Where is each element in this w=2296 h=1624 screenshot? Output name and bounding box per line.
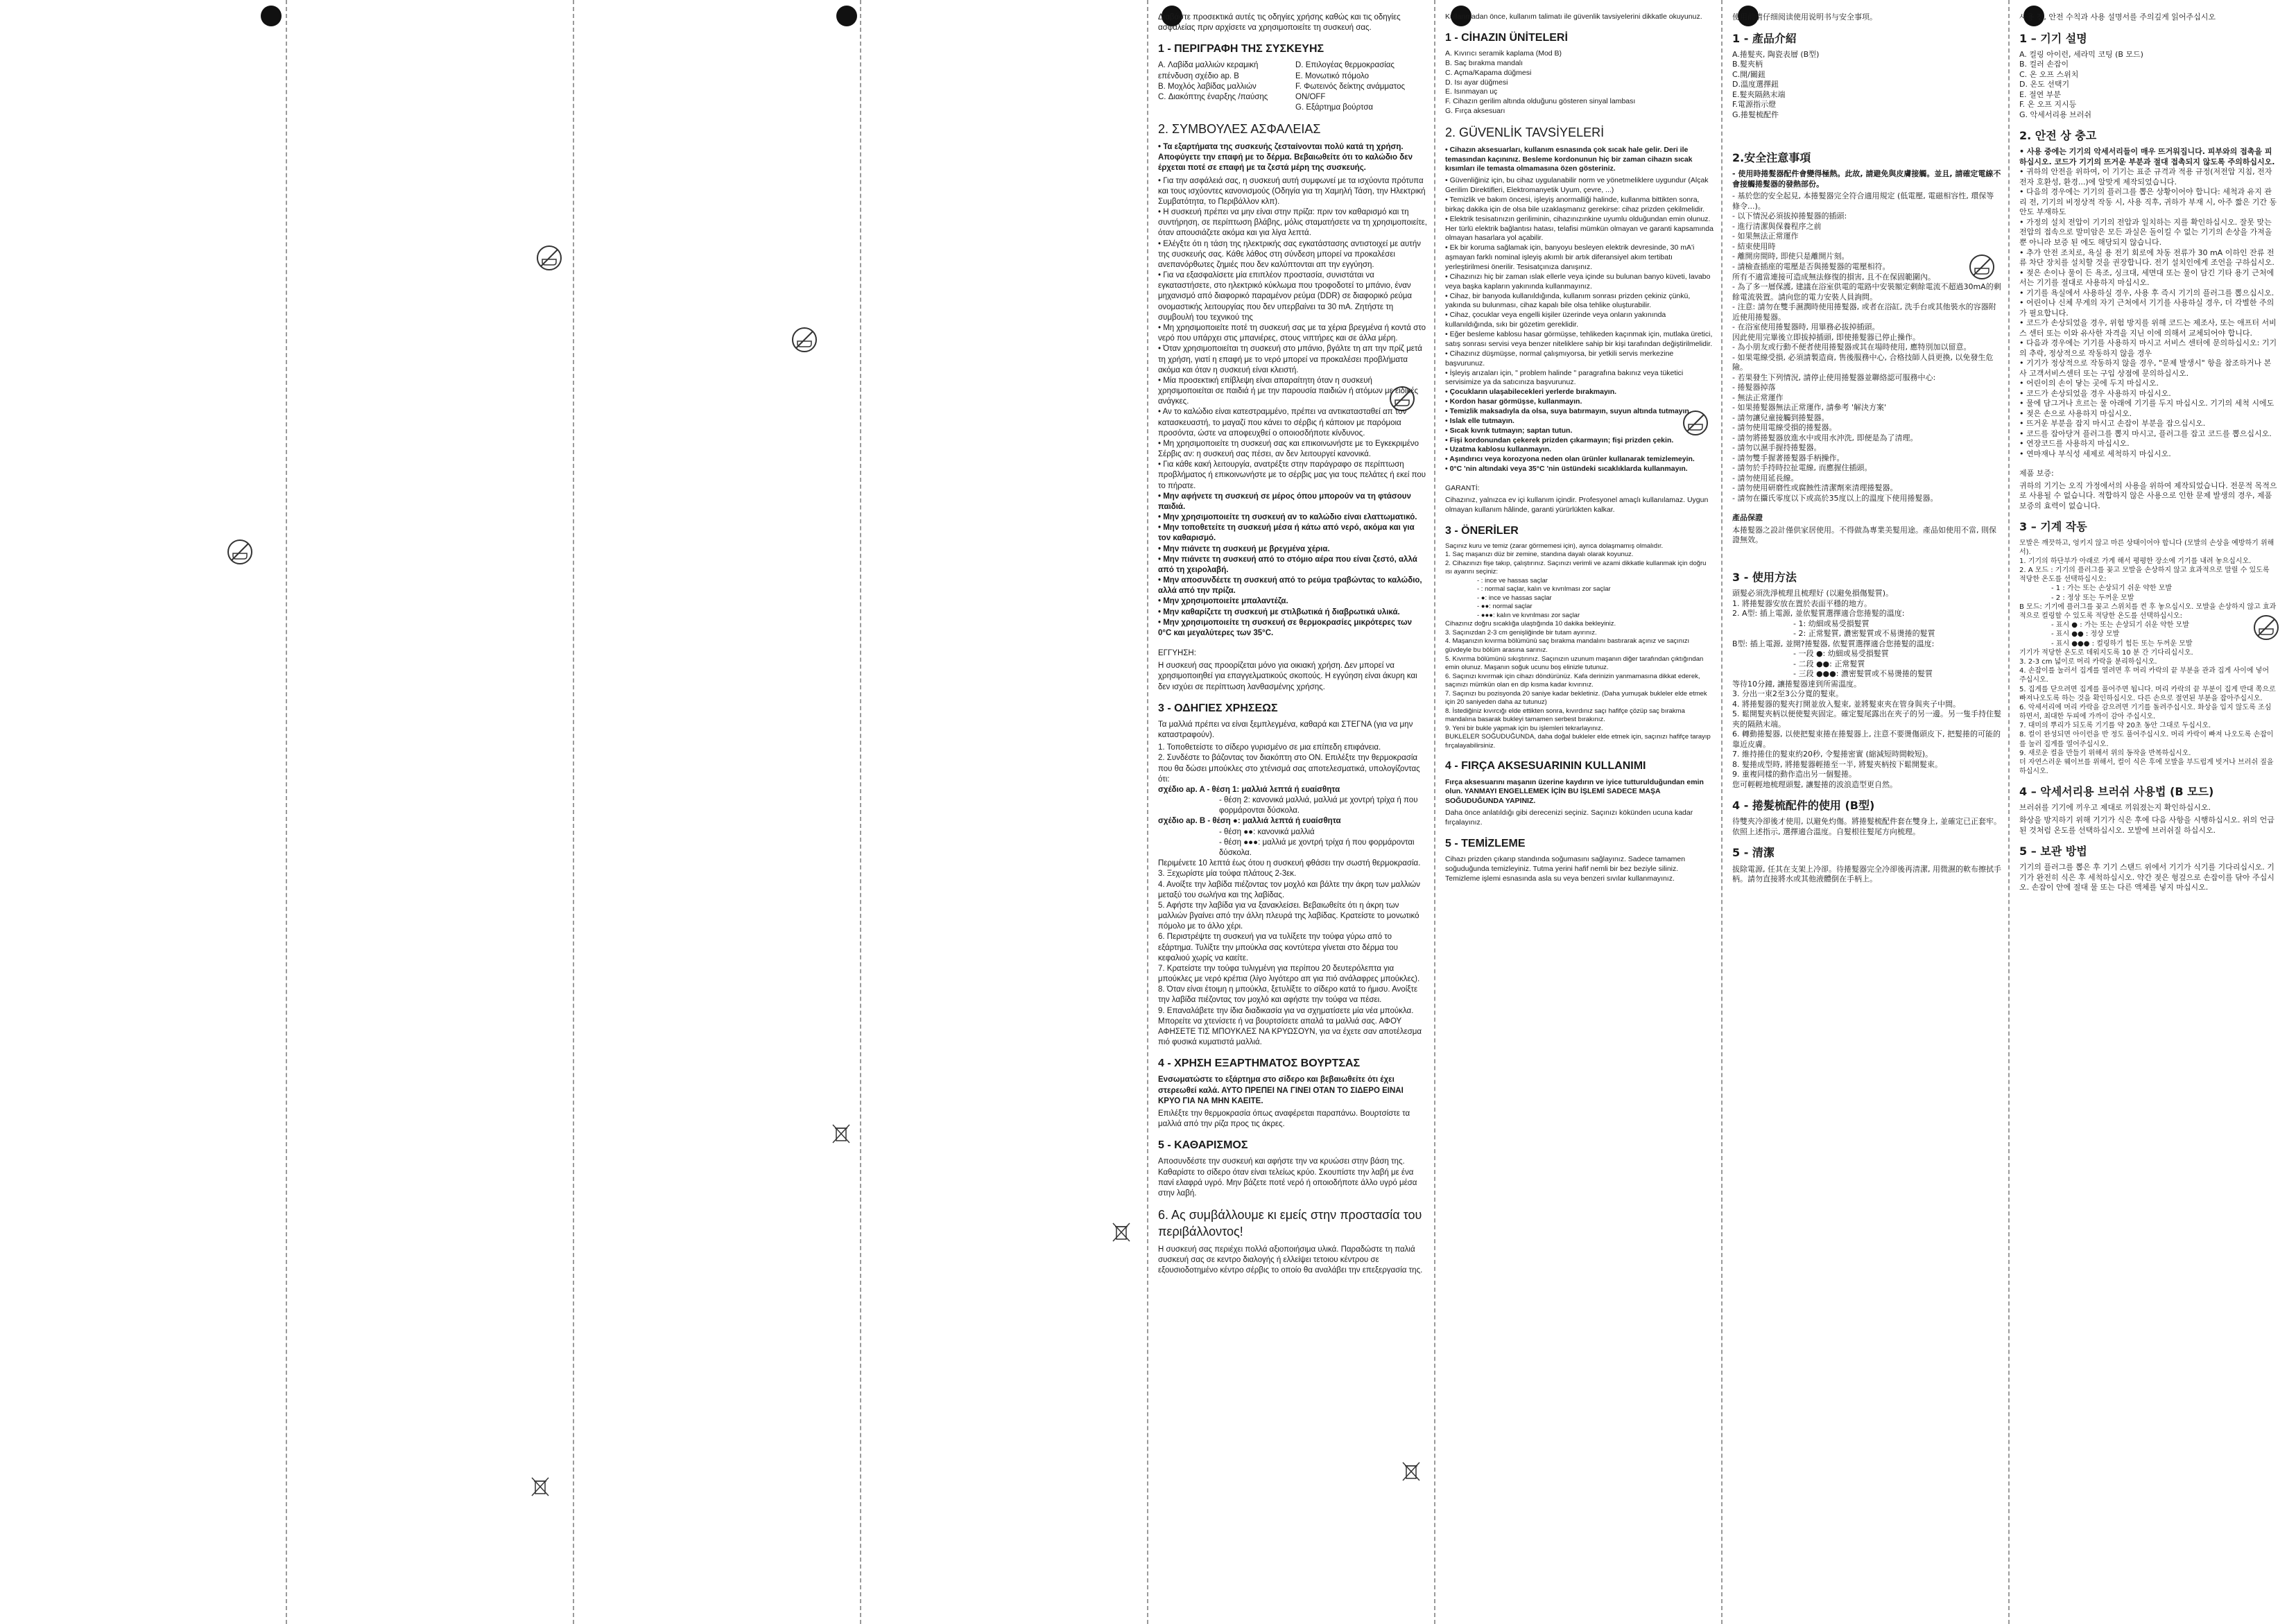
list-item: - 請勿雙手握著捲髮器手柄操作。: [1732, 453, 1845, 463]
list-item: - ●●●: kalın ve kıvrılması zor saçlar: [1477, 611, 1580, 619]
korean-warranty-text: 귀하의 기기는 오직 가정에서의 사용을 위하여 제작되었습니다. 전문적 목적으로 사용될 수 없습니다. 적합하지 않은 사용으로 인한 문제 발생의 경우, 제품 보증의 효력이 없습니다.: [2019, 481, 2277, 510]
no-bathtub-icon: [535, 244, 563, 272]
chinese-safety-list: [1732, 191, 2001, 503]
list-item: - 基於您的安全起見, 本捲髮器完全符合適用規定 (低電壓, 電磁相容性, 環保等條令...)。: [1732, 191, 1994, 211]
list-item: - 請勿使用延長線。: [1732, 473, 1799, 483]
list-item: Cihazınız doğru sıcaklığa ulaştığında 10 dakika bekleyiniz.: [1445, 620, 1616, 628]
list-item: E.髮夾隔熱末端: [1732, 89, 1786, 99]
greek-section-2-title: 2. ΣΥΜΒΟΥΛΕΣ ΑΣΦΑΛΕΙΑΣ: [1158, 122, 1321, 137]
list-item: 所有不適當連接可造成無法修復的損害, 且不在保固範圍內。: [1732, 272, 1935, 282]
list-item: 3. Ξεχωρίστε μία τούφα πλάτους 2-3εκ.: [1158, 870, 1297, 879]
chinese-cleaning-text: 拔除電源, 任其在支架上冷卻。待捲髮器完全冷卻後再清潔, 用微濕的軟布擦拭手柄。請勿直接將水或其他液體倒在手柄上。: [1732, 864, 2001, 884]
list-item: • Μην αφήνετε τη συσκευή σε μέρος όπου μπορούν να τη φτάσουν παιδιά.: [1158, 492, 1411, 511]
chinese-warranty-title: 產品保證: [1732, 513, 1763, 523]
list-item: • 코드를 잡아당겨 플러그를 뽑지 마시고, 플러그를 잡고 코드를 뽑으십시오.: [2019, 429, 2272, 438]
chinese-usage-list: [1732, 589, 2001, 790]
list-item: - 離開房間時, 即使只是離開片刻。: [1732, 252, 1849, 261]
list-item: • Aşındırıcı veya korozyona neden olan ürünler kullanarak temizlemeyin.: [1445, 455, 1695, 464]
list-item: G.捲髮梳配件: [1732, 110, 1779, 119]
list-item: 9. 새로운 컬을 만들기 위해서 위의 동작을 반복하십시오.: [2019, 749, 2191, 757]
greek-section-5-title: 5 - ΚΑΘΑΡΙΣΜΟΣ: [1158, 1139, 1248, 1152]
list-item: • 뜨거운 부분을 잡지 마시고 손잡이 부분을 잡으십시오.: [2019, 419, 2206, 429]
crossed-bin-icon: [1110, 1220, 1133, 1244]
korean-section-2-title: 2. 안전 상 충고: [2019, 129, 2097, 143]
list-item: Μπορείτε να χτενίσετε ή να βουρτσίσετε απαλά τα μαλλιά σας. ΑΦΟΥ ΑΦΗΣΕΤΕ ΤΙΣ ΜΠΟΥΚΛΕΣ ΝΑ ΚΡΥΩΣΟΥΝ, για να έχετε σαν αποτέλεσμα πιό φυσικά κυματιστά μαλλιά.: [1158, 1017, 1422, 1047]
list-item: E. Isınmayan uç: [1445, 87, 1498, 96]
fold-line-6: [1721, 0, 1723, 1624]
list-item: - 為小朋友或行動不便者使用捲髮器或其在場時使用, 應特別加以留意。: [1732, 343, 1971, 352]
list-item: - 如果電線受損, 必須請製造商, 售後服務中心, 合格技師人員更換, 以免發生危險。: [1732, 352, 1994, 372]
chinese-section-1-title: 1 - 產品介紹: [1732, 31, 1797, 45]
list-item: • 추가 안전 조치로, 욕실 용 전기 회로에 차동 전류가 30 mA 이하인 잔류 전류 차단 장치를 설치할 것을 권장합니다. 전기 설치인에게 조언을 구하십시오.: [2019, 248, 2275, 268]
list-item: 6. Saçınızı kıvırmak için cihazı döndürünüz. Kafa derinizin yanmamasına dikkat ederek, saçınızı mümkün olan en dip kısma kadar kıvırınız.: [1445, 672, 1700, 689]
list-item: • Μην χρησιμοποιείτε τη συσκευή σε θερμοκρασίες μικρότερες των 0°C και μεγαλύτερες των 35°C.: [1158, 618, 1413, 637]
fold-line-4: [1147, 0, 1148, 1624]
list-item: - 如果無法正常運作: [1732, 232, 1799, 241]
korean-storage-text: 기기의 플러그를 뽑은 후 기기 스탠드 위에서 기기가 식기를 기다리십시오. 기기가 완전히 식은 후 세척하십시오. 약간 젖은 헝겊으로 손잡이를 닦아 주십시오. 손잡이 안에 절대 물 또는 다른 액체를 넣지 마십시오.: [2019, 863, 2275, 892]
list-item: • Islak elle tutmayın.: [1445, 416, 1514, 425]
list-item: B 모드: 기기에 플러그를 꽂고 스위치를 켠 후 놓으십시오. 모발을 손상하지 않고 효과적으로 컬링할 수 있도록 적당한 온도를 선택하십시오:: [2019, 603, 2277, 620]
list-item: - 請勿於手持時拉扯電線, 而應握住插頭。: [1732, 463, 1872, 473]
list-item: • 코드가 손상되었을 경우 사용하지 마십시오.: [2019, 388, 2171, 398]
list-item: 2. Συνδέστε το βάζοντας τον διακόπτη στο ON. Επιλέξτε την θερμοκρασία που θα δώσει μπούκλες στο χτένισμά σας αποτελεσματικά, υπολογίζοντας ότι:: [1158, 754, 1420, 784]
list-item: • Μη χρησιμοποιείτε τη συσκευή σας και επικοινωνήστε με το Εγκεκριμένο Σέρβις αν: η συσκευή σας πέσει, αν δεν λειτουργεί κανονικά.: [1158, 439, 1419, 459]
list-item: 8. 컬이 완성되면 아이런을 반 정도 풀어주십시오. 머리 카락이 빠져 나오도록 손잡이를 눌러 집게를 열어주십시오.: [2019, 731, 2274, 748]
list-item: 6. Περιστρέψτε τη συσκευή για να τυλίξετε την τούφα γύρω από το εξάρτημα. Τυλίξτε την μπούκλα σας κοντύτερα γίνεται στο δέρμα του κεφαλιού χωρίς να καείτε.: [1158, 933, 1398, 962]
list-item: - θέση 2: κανονικά μαλλιά, μαλλιά με χοντρή τρίχα ή που φορμάρονται δύσκολα.: [1219, 796, 1418, 815]
list-item: 8. İstediğiniz kıvırcığı elde ettikten sonra, kıvırdınız saçı hafifçe çözüp saç bırakma mandalına basarak bukleyi tamamen serbest bırakınız.: [1445, 707, 1685, 724]
greek-section-3-title: 3 - ΟΔΗΓΙΕΣ ΧΡΗΣΕΩΣ: [1158, 702, 1278, 714]
turkish-warranty-title: GARANTİ:: [1445, 483, 1480, 492]
list-item: • Μην χρησιμοποιείτε μπαλαντέζα.: [1158, 597, 1288, 606]
turkish-warranty-text: Cihazınız, yalnızca ev içi kullanım içindir. Profesyonel amaçlı kullanılamaz. Uygun olmayan kullanım hâlinde, garanti yürürlükten kalkar.: [1445, 495, 1709, 514]
korean-panel: [2019, 12, 2277, 1607]
turkish-cleaning-text: Cihazı prizden çıkarıp standında soğumasını sağlayınız. Sadece tamamen soğuduğunda temizleyiniz. Tutma yerini hafif nemli bir bez beziyle siliniz. Temizleme işlemi esnasında asla su veya benzeri sıvılar kullanmayınız.: [1445, 854, 1686, 883]
greek-part-item: E. Μονωτικό πόμολο: [1295, 71, 1370, 80]
list-item: - θέση ●●●: μαλλιά με χοντρή τρίχα ή που φορμάρονται δύσκολα.: [1219, 838, 1415, 857]
list-item: • Μην χρησιμοποιείτε τη συσκευή αν το καλώδιο είναι ελαττωματικό.: [1158, 513, 1417, 522]
list-item: • 연장코드를 사용하지 마십시오.: [2019, 439, 2130, 449]
list-item: • 가정의 설치 전압이 기기의 전압과 일치하는 지를 확인하십시오. 잘못 맞는 전압의 접속으로 말미암은 모든 과실은 돌이킬 수 없는 기기의 손상을 가져올 뿐 아니라 보증 된 에도 해당되지 않습니다.: [2019, 217, 2272, 247]
list-item: D. 온도 선택기: [2019, 80, 2070, 89]
list-item: - 進行清潔與保養程序之前: [1732, 221, 1822, 231]
list-item: 因此使用完畢後立即拔掉插頭, 即使捲髮器已停止操作。: [1732, 332, 1920, 342]
korean-brush-text-1: 브러쉬를 기기에 끼우고 제대로 끼워졌는지 확인하십시오.: [2019, 803, 2211, 813]
list-item: • Sıcak kıvrık tutmayın; saptan tutun.: [1445, 426, 1573, 435]
list-item: • Cihazınızı hiç bir zaman ıslak ellerle veya içinde su bulunan banyo küveti, lavabo veya başka kapların yakınında kullanmayınız.: [1445, 272, 1711, 291]
list-item: - 為了多一層保護, 建議在浴室供電的電路中安裝額定剩餘電流不超過30mA的剩餘電流裝置。請向您的電力安裝人員詢問。: [1732, 282, 2001, 302]
list-item: • Μη χρησιμοποιείτε ποτέ τη συσκευή σας με τα χέρια βρεγμένα ή κοντά στο νερό που υπάρχει στις μπανιέρες, στους νιπτήρες και σε άλλα μέρη.: [1158, 323, 1426, 343]
chinese-section-2-title: 2.安全注意事項: [1732, 151, 1811, 165]
list-item: - 2 : 정상 또는 두꺼운 모발: [2051, 594, 2134, 602]
turkish-brush-text: Daha önce anlatıldığı gibi derecenizi seçiniz. Saçınızı kökünden ucuna kadar fırçalayınız.: [1445, 809, 1693, 827]
list-item: 4. 將捲髮器的髮夾打開並放入髮束, 並將髮束夾在管身與夾子中間。: [1732, 699, 1960, 709]
chinese-panel: [1732, 12, 2001, 1607]
korean-intro: 사용 전, 안전 수칙과 사용 설명서를 주의깊게 읽어주십시오: [2019, 12, 2216, 21]
list-item: 7. 維持捲住的髮束約20秒, 令髮捲密實 (縮減短時間較短)。: [1732, 750, 1933, 759]
greek-panel: [1158, 12, 1427, 1607]
greek-brush-text: Επιλέξτε την θερμοκρασία όπως αναφέρεται παραπάνω. Βουρτσίστε τα μαλλιά από την ρίζα προς τις άκρες.: [1158, 1109, 1410, 1129]
korean-parts-list: [2019, 50, 2277, 121]
list-item: • 0°C 'nin altındaki veya 35°C 'nin üstündeki sıcaklıklarda kullanmayın.: [1445, 465, 1688, 474]
list-item: • Cihazınız düşmüşse, normal çalışmıyorsa, bir yetkili servis merkezine başvurunuz.: [1445, 349, 1674, 368]
list-item: 3. 分出一束2至3公分寬的髮束。: [1732, 689, 1843, 699]
list-item: • Μην τοποθετείτε τη συσκευή μέσα ή κάτω από νερό, ακόμα και για τον καθαρισμό.: [1158, 524, 1415, 543]
list-item: • 기기가 정상적으로 작동하지 않을 경우, "문제 발생시" 항을 참조하거나 본사 고객서비스센터 또는 구입 상점에 문의하십시오.: [2019, 359, 2272, 378]
list-item: D.溫度選擇鈕: [1732, 80, 1779, 89]
greek-safety-warning: • Τα εξαρτήματα της συσκευής ζεσταίνονται πολύ κατά τη χρήση. Αποφύγετε την επαφή με το δέρμα. Βεβαιωθείτε ότι το καλώδιο δεν έρχεται ποτέ σε επαφή με τα ζεστά μέρη της συσκευής.: [1158, 143, 1413, 173]
list-item: • Μην πιάνετε τη συσκευή από το στόμιο αέρα που είναι ζεστό, αλλά από τη χειρολαβή.: [1158, 555, 1417, 574]
greek-usage-list: [1158, 743, 1427, 1048]
list-item: • İşleyiş arızaları için, " problem halinde " paragrafına bakınız veya tüketici servisimize ya da satıcınıza başvurunuz.: [1445, 368, 1684, 387]
greek-part-item: B. Μοχλός λαβίδας μαλλιών: [1158, 82, 1257, 91]
list-item: 2. Cihazınızı fişe takıp, çalıştırınız. Saçınızı verimli ve azami dikkatle kullanmak için doğru ısı ayarını seçiniz:: [1445, 559, 1707, 576]
list-item: 頭髮必須洗淨梳理且梳理好 (以避免損傷髮質)。: [1732, 589, 1894, 598]
list-item: • Çocukların ulaşabilecekleri yerlerde bırakmayın.: [1445, 388, 1617, 397]
registration-dot: [261, 6, 282, 26]
list-item: B.髮夾柄: [1732, 60, 1763, 69]
list-item: F.電源指示燈: [1732, 100, 1777, 110]
turkish-safety-warning: • Cihazın aksesuarları, kullanım esnasında çok sıcak hale gelir. Deri ile temasından kaçınınız. Besleme kordonunun hiç bir zaman cihazın sıcak kısımları ile temasta olmamasına özen gösteriniz.: [1445, 145, 1693, 173]
greek-warranty-title: ΕΓΓΥΗΣΗ:: [1158, 649, 1196, 658]
list-item: 기기가 적당한 온도로 데워지도록 10 분 간 기다리십시오.: [2019, 648, 2193, 657]
list-item: G. 악세서리용 브러쉬: [2019, 110, 2092, 119]
chinese-section-3-title: 3 - 使用方法: [1732, 570, 1797, 584]
list-item: • Uzatma kablosu kullanmayın.: [1445, 445, 1552, 454]
list-item: 3. Saçınızdan 2-3 cm genişliğinde bir tutam ayırınız.: [1445, 628, 1597, 637]
list-item: • Όταν χρησιμοποιείται τη συσκευή στο μπάνιο, βγάλτε τη απ την πρίζ μετά τη χρήση, γιατί η επαφή με το νερό μπορεί να προκαλέσει προβλήματα ακόμα και όταν η συσκευή είναι κλειστή.: [1158, 345, 1422, 374]
greek-safety-list: [1158, 176, 1427, 639]
list-item: - 請勿使用研磨性或腐蝕性清潔劑來清理捲髮器。: [1732, 483, 1898, 493]
greek-part-item: G. Εξάρτημα βούρτσα: [1295, 103, 1374, 112]
list-item: E. 절연 부분: [2019, 89, 2061, 99]
list-item: 8. Όταν είναι έτοιμη η μπούκλα, ξετυλίξτε το σίδερο κατά το ήμισυ. Ανοίξτε την λαβίδα πιέζοντας τον μοχλό και αφήστε την τούφα να πέσει.: [1158, 985, 1418, 1005]
list-item: - ●: ince ve hassas saçlar: [1477, 594, 1552, 602]
turkish-panel: [1445, 12, 1714, 1607]
korean-section-3-title: 3 – 기계 작동: [2019, 520, 2087, 534]
list-item: - 표시 ● : 가는 또는 손상되기 쉬운 약한 모발: [2051, 621, 2189, 630]
turkish-section-4-title: 4 - FIRÇA AKSESUARININ KULLANIMI: [1445, 760, 1646, 772]
list-item: 5. Kıvırma bölümünü sıkıştırınız. Saçınızın uzunum maşanın diğer tarafından çıktığından emin olunuz. Maşanın soğuk ucunu boş elinizle tutunuz.: [1445, 655, 1704, 672]
list-item: 6. 轉動捲髮器, 以使把髮束捲在捲髮器上, 注意不要燙傷頭皮下, 把髮捲的可能的靠近皮膚。: [1732, 729, 2001, 749]
list-item: • Μην καθαρίζετε τη συσκευή με στιλβωτικά ή διαβρωτικά υλικά.: [1158, 607, 1400, 616]
list-item: - 請勿將捲髮器放進水中或用水沖洗, 即便是為了清理。: [1732, 433, 1918, 442]
list-item: B型: 插上電源, 並開?捲髮器, 依髮質選擇適合您捲髮的溫度:: [1732, 639, 1935, 648]
list-item: G. Fırça aksesuarı: [1445, 107, 1505, 116]
chinese-intro: 使用前请仔细阅读使用说明书与安全事项。: [1732, 12, 1877, 21]
list-item: - 無法正常運作: [1732, 392, 1784, 402]
list-item: 4. Maşanızın kıvırma bölümünü saç bırakma mandalını bastırarak açınız ve saçınızı güvdeyle bu bölüm arasına sarınız.: [1445, 637, 1690, 655]
list-item: • Ελέγξτε ότι η τάση της ηλεκτρικής σας εγκατάστασης αντιστοιχεί με αυτήν της συσκευής σας. Κάθε λάθος στη σύνδεση μπορεί να προκαλέσει ανεπανόρθωτες ζημιές που δεν καλύπτονται απ την εγγύηση.: [1158, 239, 1422, 269]
list-item: • Μία προσεκτική επίβλεψη είναι απαραίτητη όταν η συσκευή χρησιμοποιείται σε παιδιά ή με την παρουσία παιδιών ή ατόμων με ειδικές ανάγκες.: [1158, 376, 1419, 406]
list-item: - 如果捲髮器無法正常運作, 請參考 '解決方案': [1732, 403, 1887, 413]
list-item: BUKLELER SOĞUDUĞUNDA, daha doğal bukleler elde etmek için, saçınızı hafifçe tarayıp fırçalayabilirsiniz.: [1445, 733, 1711, 750]
list-item: 7. Saçınızı bu pozisyonda 20 saniye kadar bekletiniz. (Daha yumuşak bukleler elde etmek için 20 saniyeden daha az tutunuz): [1445, 689, 1707, 707]
list-item: • 젖은 손으로 사용하지 마십시오.: [2019, 408, 2132, 418]
greek-part-item: F. Φωτεινός δείκτης ανάμματος ON/OFF: [1295, 82, 1406, 101]
list-item: - 一段 ●: 幼細或易受損髮質: [1793, 649, 1889, 659]
greek-part-item: C. Διακόπτης έναρξης /παύσης: [1158, 92, 1268, 101]
greek-part-item: A. Λαβίδα μαλλιών κεραμική επένδυση σχέδιο ap. B: [1158, 61, 1259, 80]
greek-section-6-title: 6. Ας συμβάλλουμε κι εμείς στην προστασία του περιβάλλοντος!: [1158, 1208, 1422, 1238]
list-item: 2. A型: 插上電源, 並依髮質選擇適合您捲髮的溫度:: [1732, 609, 1905, 619]
greek-section-1-title: 1 - ΠΕΡΙΓΡΑΦΗ ΤΗΣ ΣΥΣΚΕΥΗΣ: [1158, 43, 1324, 55]
list-item: 7. 대미의 뿌리가 되도록 기기를 약 20초 동안 그대로 두십시오.: [2019, 722, 2211, 730]
list-item: • 연마재나 부식성 세제로 세척하지 마십시오.: [2019, 449, 2171, 458]
list-item: - 請檢查插座的電壓是否與捲髮器的電壓相符。: [1732, 261, 1890, 271]
list-item: - 請勿以濕手握持捲髮器。: [1732, 443, 1822, 453]
crossed-bin-icon: [528, 1475, 552, 1498]
chinese-brush-text: 待雙夾冷卻後才使用, 以避免灼傷。將捲髮梳配件套在雙身上, 並確定已正套牢。依照上述指示, 選擇適合溫度。自髮根往髮尾方向梳理。: [1732, 817, 2001, 836]
crossed-bin-icon: [829, 1122, 853, 1146]
no-bathtub-icon: [791, 326, 818, 354]
korean-brush-text-2: 화상을 방지하기 위해 기기가 식은 후에 다음 사항을 시행하십시오. 위의 언급된 것처럼 온도를 선택하십시오. 모발에 브러쉬질 하십시오.: [2019, 815, 2275, 835]
fold-line-2: [573, 0, 574, 1624]
greek-part-item: D. Επιλογέας θερμοκρασίας: [1295, 61, 1395, 70]
list-item: • Güvenliğiniz için, bu cihaz uygulanabilir norm ve yönetmeliklere uygundur (Alçak Gerilim Direktifleri, Elektromanyetik Uyum, çevre, ...): [1445, 176, 1709, 195]
list-item: • 다음의 경우에는 기기의 플러그를 뽑은 상황이어야 합니다: 세척과 유지 관리 전, 기기의 비정상적 작동 시, 사용 직후, 귀하가 부재 시, 아주 짧은 기간 동안도 부재하도: [2019, 187, 2277, 217]
list-item: D. Isı ayar düğmesi: [1445, 78, 1508, 87]
list-item: Περιμένετε 10 λεπτά έως ότου η συσκευή φθάσει την σωστή θερμοκρασία.: [1158, 859, 1421, 868]
chinese-parts-list: [1732, 50, 2001, 121]
list-item: • Temizlik maksadıyla da olsa, suya batırmayın, suyun altında tutmayın.: [1445, 406, 1691, 415]
list-item: - 以下情況必須拔掉捲髮器的插頭:: [1732, 211, 1847, 221]
korean-section-4-title: 4 – 악세서리용 브러쉬 사용법 (B 모드): [2019, 785, 2214, 799]
greek-brush-warning: Ενσωματώστε το εξάρτημα στο σίδερο και βεβαιωθείτε ότι έχει στερεωθεί καλά. ΑΥΤΟ ΠΡΕΠΕΙ ΝΑ ΓΙΝΕΙ ΟΤΑΝ ΤΟ ΣΙΔΕΡΟ ΕΙΝΑΙ ΚΡΥΟ ΓΙΑ ΝΑ ΜΗΝ ΚΑΕΙΤΕ.: [1158, 1076, 1404, 1105]
list-item: 모발은 깨끗하고, 엉키지 않고 마른 상태이어야 합니다 (모발의 손상을 예방하기 위해서).: [2019, 539, 2275, 556]
turkish-safety-list: [1445, 176, 1714, 474]
korean-section-1-title: 1 – 기기 설명: [2019, 31, 2087, 45]
chinese-section-5-title: 5 - 清潔: [1732, 846, 1775, 860]
list-item: 1. Saç maşanızı düz bir zemine, standına dayalı olarak koyunuz.: [1445, 551, 1634, 559]
turkish-usage-list: [1445, 542, 1714, 751]
list-item: - 二段 ●●: 正常髮質: [1793, 659, 1865, 668]
fold-line-3: [860, 0, 861, 1624]
list-item: B. 컬러 손잡이: [2019, 60, 2069, 69]
list-item: 5. Αφήστε την λαβίδα για να ξανακλείσει. Βεβαιωθείτε ότι η άκρη των μαλλιών βγαίνει από την άλλη πλευρά της λαβίδας. Κρατείστε το μονωτικό πόμολο με το άλλο χέρι.: [1158, 901, 1419, 931]
no-bathtub-icon: [226, 538, 254, 566]
list-item: - 표시 ●●● : 컬링하기 힘든 또는 두꺼운 모발: [2051, 639, 2193, 648]
list-item: - 結束使用時: [1732, 241, 1776, 251]
list-item: 9. 重複同樣的動作造出另一個髮捲。: [1732, 770, 1856, 779]
fold-line-5: [1434, 0, 1435, 1624]
greek-usage-intro: Τα μαλλιά πρέπει να είναι ξεμπλεγμένα, καθαρά και ΣΤΕΓΝΑ (για να μην καταστραφούν).: [1158, 720, 1413, 740]
list-item: σχέδιο ap. B - θέση ●: μαλλιά λεπτά ή ευαίσθητα: [1158, 817, 1341, 826]
list-item: - 2: 正常髮質, 濃密髮質或不易燙捲的髮質: [1793, 629, 1935, 639]
list-item: • Ek bir koruma sağlamak için, banyoyu besleyen elektrik devresinde, 30 mA'i aşmayan farklı nominal işleyiş akımlı bir artık diferansiyel akım tertibatı yerleştirilmesi önerilir. Tesisatçınıza danışınız.: [1445, 243, 1695, 272]
turkish-section-5-title: 5 - TEMİZLEME: [1445, 837, 1526, 849]
list-item: C. Açma/Kapama düğmesi: [1445, 68, 1532, 77]
greek-environment-text: Η συσκευή σας περιέχει πολλά αξιοποιήσιμα υλικά. Παραδώστε τη παλιά συσκευή σας σε κεντρο διαλογής ή ελλείψει τετοιου κέντρου σε εξουσιοδοτημένο κέντρο σέρβις το οποίο θα αναλάβει την επεξεργασία της.: [1158, 1245, 1423, 1275]
list-item: • Για κάθε κακή λειτουργία, ανατρέξτε στην παράγραφο σε περίπτωση προβλήματος ή επικοινωνήστε με το σέρβις μας για τους πελάτες ή εκεί που το πήρατε.: [1158, 460, 1426, 490]
list-item: - : ince ve hassas saçlar: [1477, 576, 1548, 585]
list-item: - : normal saçlar, kalın ve kıvrılması zor saçlar: [1477, 585, 1611, 594]
list-item: - 請勿在攝氏零度以下或高於35度以上的溫度下使用捲髮器。: [1732, 493, 1938, 503]
turkish-intro: Kullanmadan önce, kullanım talimatı ile güvenlik tavsiyelerini dikkatle okuyunuz.: [1445, 12, 1702, 21]
list-item: • Temizlik ve bakım öncesi, işleyiş anormalliği halinde, kullanma bittikten sonra, birkaç dakika için de olsa bile uzaklaşmanız gerekirse: cihaz prizden çekilmelidir.: [1445, 196, 1705, 214]
registration-dot: [836, 6, 857, 26]
list-item: - 표시 ●● : 정상 모발: [2051, 630, 2120, 639]
turkish-section-2-title: 2. GÜVENLİK TAVSİYELERİ: [1445, 125, 1605, 139]
list-item: 4. 손잡이를 눌러서 집게를 열려면 후 머리 카락의 끝 부분을 관과 집게 사이에 넣어 주십시오.: [2019, 667, 2269, 684]
list-item: • Cihaz, bir banyoda kullanıldığında, kullanım sonrası prizden çekiniz çünkü, yakında su bulunması, cihaz kapalı bile olsa tehlike oluşturabilir.: [1445, 291, 1691, 310]
list-item: • 다음과 경우에는 기기를 사용하지 마시고 서비스 센터에 문의하십시오: 기기의 추락, 정상적으로 작동하지 않을 경우: [2019, 338, 2277, 358]
list-item: 더 자연스러운 웨이브를 위해서, 컬이 식은 후에 모발을 부드럽게 빗거나 브러쉬 질을 하십시오.: [2019, 759, 2274, 776]
chinese-warranty-text: 本捲髮器之設計僅供家居使用。不得做為專業美髮用途。產品如使用不當, 則保證無效。: [1732, 525, 1996, 545]
list-item: B. Saç bırakma mandalı: [1445, 58, 1524, 67]
chinese-safety-warning: - 使用時捲髮器配件會變得極熱。此故, 請避免與皮膚接觸。並且, 請確定電線不會接觸捲髮器的發熱部份。: [1732, 169, 2001, 189]
korean-section-5-title: 5 – 보관 방법: [2019, 845, 2087, 858]
list-item: • Για να εξασφαλίσετε μία επιπλέον προστασία, συνιστάται να εγκαταστήσετε, στο ηλεκτρικό κύκλωμα που τροφοδοτεί το μπάνιο, έναν μηχανισμό από διαφορικό παραμένον ρεύμα (DDR) σε διαφορικό ρεύμα ονομαστικής λειτουργίας που δεν υπερβαίνει τα 30 mA. Ζητήστε τη συμβουλή του τεχνικού της: [1158, 271, 1413, 322]
list-item: 5. 鬆開髮夾柄以便使髮夾固定。確定髮尾露出在夾子的另一邊。另一隻手持住髮夾的隔熱末端。: [1732, 709, 2001, 729]
list-item: - 請勿使用電線受損的捲髮器。: [1732, 423, 1837, 433]
list-item: • 사용 중에는 기기의 악세서리들이 매우 뜨거워집니다. 피부와의 접촉을 피하십시오. 코드가 기기의 뜨거운 부분과 절대 접촉되지 않도록 주의하십시오.: [2019, 147, 2275, 166]
list-item: - 1: 幼細或易受損髮質: [1793, 619, 1870, 628]
list-item: • Μην πιάνετε τη συσκευή με βρεγμένα χέρια.: [1158, 544, 1330, 553]
list-item: - 三段 ●●●: 濃密髮質或不易燙捲的髮質: [1793, 669, 1933, 679]
list-item: 3. 2-3 cm 넓이로 머리 카락을 분리하십시오.: [2019, 657, 2157, 666]
list-item: • 귀하의 안전을 위하여, 이 기기는 표준 규격과 적용 규정(저전압 지침, 전자 전자 호환성, 환경...)에 알맞게 제작되었습니다.: [2019, 167, 2272, 187]
list-item: - 若果發生下列情況, 請停止使用捲髮器並聯絡認可服務中心:: [1732, 372, 1936, 382]
list-item: • 물에 담그거나 흐르는 물 아래에 기기를 두지 마십시오. 기기의 세척 시에도: [2019, 399, 2275, 408]
turkish-parts-list: [1445, 49, 1714, 116]
greek-warranty-text: Η συσκευή σας προορίζεται μόνο για οικιακή χρήση. Δεν μπορεί να χρησιμοποιηθεί για επαγγελματικούς σκοπούς. Η εγγύηση είναι άκυρη και δεν ισχύει σε περίπτωση λανθασμένης χρήσης.: [1158, 662, 1417, 691]
greek-intro: Διαβάστε προσεκτικά αυτές τις οδηγίες χρήσης καθώς και τις οδηγίες ασφαλείας πριν αρχίσετε να χρησιμοποιείτε τη συσκευή σας.: [1158, 13, 1401, 33]
list-item: • Fişi kordonundan çekerek prizden çıkarmayın; fişi prizden çekin.: [1445, 435, 1674, 444]
list-item: A.捲髮夾, 陶瓷表層 (B型): [1732, 49, 1820, 59]
list-item: • Μην αποσυνδέετε τη συσκευή από το ρεύμα τραβώντας το καλώδιο, αλλά από την πρίζα.: [1158, 576, 1422, 596]
list-item: - θέση ●●: κανονικά μαλλιά: [1219, 827, 1315, 836]
fold-line-7: [2008, 0, 2010, 1624]
turkish-section-1-title: 1 - CİHAZIN ÜNİTELERİ: [1445, 31, 1568, 44]
list-item: • Eğer besleme kablosu hasar görmüşse, tehlikeden kaçınmak için, mutlaka üretici, satış sonrası servisi veya benzer niteliklere sahip bir kişi tarafından değiştirilmelidir.: [1445, 330, 1713, 348]
list-item: 5. 집게를 닫으려면 집게를 풀어주면 됩니다. 머리 카락의 끝 부분이 집게 반대 쪽으로 빠져나오도록 하는 것을 확인하십시오. 다른 손으로 절연된 부분을 잡아주십시오.: [2019, 685, 2276, 702]
list-item: 7. Κρατείστε την τούφα τυλιγμένη για περίπου 20 δευτερόλεπτα για μπούκλες με νερό κρέπια (λίγο λιγότερο απ για πιό ανάλαφρες μπούκλες).: [1158, 964, 1420, 984]
turkish-brush-warning: Fırça aksesuarını maşanın üzerine kaydırın ve iyice tutturulduğundan emin olun. YANMAYI ENGELLEMEK İÇİN BU İŞLEMİ SADECE MAŞA SOĞUDUĞUNDA YAPINIZ.: [1445, 777, 1704, 806]
list-item: • 코드가 손상되었을 경우, 위험 방지를 위해 코드는 제조사, 또는 애프터 서비스 센터 또는 이와 유사한 자격을 지닌 이에 의해서 교체되어야 합니다.: [2019, 318, 2277, 338]
list-item: Saçınız kuru ve temiz (zarar görmemesi için), ayrıca dolaşmamış olmalıdır.: [1445, 542, 1664, 550]
list-item: C. 온 오프 스위치: [2019, 69, 2079, 79]
list-item: C.開/關鈕: [1732, 69, 1766, 79]
list-item: • Cihaz, çocuklar veya engelli kişiler üzerinde veya onların yakınında kullanıldığında, sıkı bir gözetim gereklidir.: [1445, 311, 1666, 329]
korean-usage-list: [2019, 539, 2277, 777]
list-item: • 어린이나 신체 무게의 자기 근처에서 기기를 사용하실 경우, 더 각별한 주의가 필요합니다.: [2019, 298, 2275, 318]
greek-section-4-title: 4 - ΧΡΗΣΗ ΕΞΑΡΤΗΜΑΤΟΣ ΒΟΥΡΤΣΑΣ: [1158, 1057, 1361, 1070]
list-item: - 捲髮器掉落: [1732, 383, 1776, 392]
list-item: • 어린이의 손이 닿는 곳에 두지 마십시오.: [2019, 379, 2159, 388]
list-item: - 1 : 가는 또는 손상되기 쉬운 약한 모발: [2051, 585, 2173, 593]
list-item: F. 온 오프 지시등: [2019, 100, 2077, 110]
list-item: 1. Τοποθετείστε το σίδερο γυρισμένο σε μια επίπεδη επιφάνεια.: [1158, 743, 1381, 752]
list-item: 9. Yeni bir bukle yapmak için bu işlemleri tekrarlayınız.: [1445, 724, 1603, 732]
list-item: • Αν το καλώδιο είναι κατεστραμμένο, πρέπει να αντικατασταθεί απ τον κατασκευαστή, το μαγαζί που κάνει το σέρβις ή κάποιον με παρόμοια προσόντα, ώστε να αποφευχθεί ο οποιοσδήποτε κίνδυνος.: [1158, 408, 1407, 438]
list-item: 4. Ανοίξτε την λαβίδα πιέζοντας τον μοχλό και βάλτε την άκρη των μαλλιών μεταξύ του σωλήνα και της λαβίδας.: [1158, 880, 1420, 899]
turkish-section-3-title: 3 - ÖNERİLER: [1445, 524, 1519, 537]
list-item: • 젖은 손이나 물이 든 욕조, 싱크대, 세면대 또는 물이 담긴 기타 용기 근처에서는 기기를 절대로 사용하지 마십시오.: [2019, 268, 2275, 288]
list-item: 6. 악세서리에 머리 카락을 감으려면 기기를 돌려주십시오. 화상을 입지 않도록 조심하면서, 최대한 두피에 가까이 감아 주십시오.: [2019, 703, 2272, 721]
list-item: 2. A 모드 : 기기의 플러그를 꽂고 모발을 손상하지 않고 효과적으로 말릴 수 있도록 적당한 온도를 선택하십시오:: [2019, 567, 2270, 584]
list-item: 1. 將捲髮器安放在置於表面平穩的地方。: [1732, 598, 1872, 608]
list-item: F. Cihazın gerilim altında olduğunu gösteren sinyal lambası: [1445, 97, 1636, 106]
list-item: - 在浴室使用捲髮器時, 用畢務必拔掉插頭。: [1732, 322, 1880, 332]
list-item: • Kordon hasar görmüşse, kullanmayın.: [1445, 397, 1582, 406]
list-item: - 請勿讓兒童接觸到捲髮器。: [1732, 413, 1829, 422]
greek-cleaning-text: Αποσυνδέστε την συσκευή και αφήστε την να κρυώσει στην βάση της. Καθαρίστε το σίδερο όταν είναι τελείως κρύο. Σκουπίστε την λαβή με ένα πανί ελαφρά υγρό. Μην βάζετε ποτέ νερό ή οποιοδήποτε άλλο υγρό μέσα στην λαβή.: [1158, 1157, 1417, 1198]
list-item: • 기기를 욕실에서 사용하실 경우, 사용 후 즉시 기기의 플러그를 뽑으십시오.: [2019, 288, 2275, 297]
korean-warranty-title: 제품 보증:: [2019, 469, 2054, 478]
list-item: A. 컬링 아이런, 세라믹 코팅 (B 모드): [2019, 49, 2143, 59]
list-item: σχέδιο ap. A - θέση 1: μαλλιά λεπτά ή ευαίσθητα: [1158, 785, 1340, 794]
korean-safety-list: [2019, 147, 2277, 459]
list-item: 9. Επαναλάβετε την ίδια διαδικασία για να σχηματίσετε μία νέα μπούκλα.: [1158, 1006, 1414, 1015]
list-item: • Η συσκευή πρέπει να μην είναι στην πρίζα: πριν τον καθαρισμό και τη συντήρηση, σε περίπτωση βλάβης, μόλις σταματήσετε να τη χρησιμοποιείτε, όταν απουσιάζετε ακόμα και για λίγα λεπτά.: [1158, 208, 1427, 238]
list-item: - ●●: normal saçlar: [1477, 603, 1533, 611]
list-item: 8. 髮捲成型時, 將捲髮器輕捲至一半, 將髮夾柄按下鬆開髮束。: [1732, 759, 1942, 769]
list-item: 1. 기기의 하단부가 아래로 가게 해서 평평한 장소에 기기를 내려 놓으십시오.: [2019, 557, 2252, 565]
list-item: 等待10分鐘, 讓捲髮器達到所需溫度。: [1732, 679, 1861, 689]
list-item: A. Kıvırıcı seramik kaplama (Mod B): [1445, 49, 1562, 58]
fold-line-1: [286, 0, 287, 1624]
list-item: 您可輕輕地梳理頭髮, 讓髮捲的波浪造型更自然。: [1732, 779, 1897, 789]
greek-parts-list: [1158, 60, 1427, 113]
chinese-section-4-title: 4 - 捲髮梳配件的使用 (B型): [1732, 799, 1875, 813]
list-item: - 注意: 請勿在雙手濕潤時使用捲髮器, 或者在浴缸, 洗手台或其他裝水的容器附近使用捲髮器。: [1732, 302, 1996, 322]
list-item: • Elektrik tesisatınızın geriliminin, cihazınızınkine uyumlu olduğundan emin olunuz. Her türlü elektrik bağlantısı hatası, telafisi mümkün olmayan ve garanti kapsamında olmayan hasarlara yol açabilir.: [1445, 214, 1714, 243]
list-item: • Για την ασφάλειά σας, η συσκευή αυτή συμφωνεί με τα ισχύοντα πρότυπα και τους ισχύοντες κανονισμούς (Οδηγία για τη Χαμηλή Τάση, την Ηλεκτρική Συμβατότητα, το Περιβάλλον κλπ).: [1158, 176, 1426, 206]
